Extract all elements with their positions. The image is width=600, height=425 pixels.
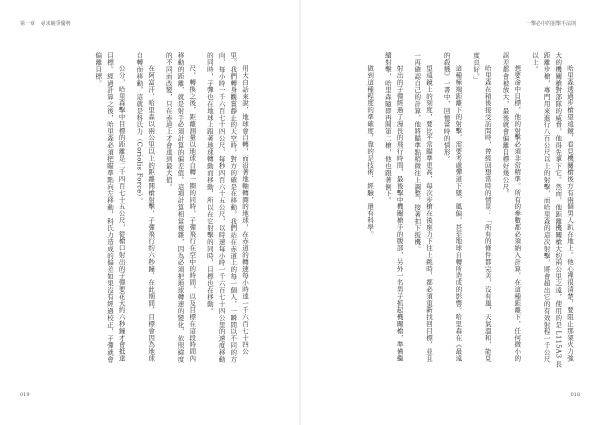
left-page-body — [32, 52, 250, 368]
paragraph: 這種極端距離下的射擊，需要考慮彈道下墜、風偏，甚至地球自轉所造成的影響。哈里森在《最遠的殺戮》一書中，回憶當時的情形。 — [442, 52, 463, 362]
paragraph: 尺，轉換之後，距離測量以地球自轉一圈的同時，子彈飛行在空中的時間，以及目標在這段時間內移動的距離，就是射手必須計算的偏差值。這項計算相當複雜，因為必須把地球轉速的變化，依照緯度的不同而改變，只在赤道上才會達到最大值。 — [164, 52, 197, 363]
chapter-label: 第一章 — [20, 21, 36, 27]
page-number-left: 019 — [20, 392, 30, 398]
paragraph: 做到這種程度的準確度，靠的是技術、經驗，還有科學。 — [366, 65, 375, 238]
paragraph: 哈里森在稍後接受訪問時，曾經回想當時的情景：「所有的條件都完美，沒有風，天氣溫和，能見度良好。」 — [472, 52, 492, 362]
page-number-right: 018 — [570, 392, 580, 398]
book-title: 一擊必中的狙擊手法則 — [525, 21, 576, 27]
running-header-left — [20, 20, 75, 27]
paragraph: 想要命中目標，他的射擊必須非常精準。所有的參數都必須納入計算，在這種距離下，任何微小的誤差都會被放大，最後就會偏離目標好幾公尺。 — [501, 52, 522, 362]
running-header-right — [526, 20, 580, 27]
paragraph: 射出的子彈經過了漫長的飛行時間，最後擊中機關槍手的腹部，另外一名男子抓起機關槍，準備繼續射擊，哈里森隨即再開第二槍，他也跟著倒下。 — [383, 52, 404, 362]
paragraph: 哈里森透過步槍望遠鏡，看見機關槍後方有兩個男人趴在地上。他心裡很清楚，要阻止那架火力強大的機關槍對部隊的威脅，他得先拿下它。然而，他距離機關槍大約兩公里之遠，使用的是 L115A3 長距離步槍，專門用來進行八百公尺以上的射擊，而哈里森的這次射擊，將會超出它的有效射程一千公尺以上。 — [530, 52, 574, 368]
paragraph: 公分，哈里森擊中目標的距離是二千四百七十五公尺，從槍口射出的子彈要花大約六秒鐘才會抵達目標。經過計算之後，哈里森必須把瞄準點向左移動，科氏力造成的偏差如果沒有經過校正，子彈就會偏離目標。 — [94, 52, 126, 363]
chapter-title: 尋求競爭優勢 — [40, 21, 71, 27]
paragraph: 用大白話來說，地球會自轉，而沿著地軸轉圈的地球，在赤道的轉速每小時達一千六百七十四公里。我們轉身觀賞靜止的天空時，對方的確是在移動，我們站在赤道上的每一個人，一瞬間以不同的方向，每小時一千六百七十四公尺、每秒四百六十五公尺，以時速每小時一千六百七十四公里的速度移動的同時，子彈也在地球上跟著地球轉動而移動，所以在它射擊的同時，目標也在移動。 — [205, 52, 249, 363]
right-page-body — [330, 52, 575, 368]
paragraph: 望遠鏡上的刻度，要比平常瞄準更高，每次步槍在後座力下往上跳時，都必須重新找回目標，並且一再確認自己的計算，他將瞄準點稍微往上調整，接著扣下扳機。 — [413, 52, 433, 362]
right-page — [300, 0, 600, 425]
paragraph: 在阿富汗，哈里森以兩公里以上的距離開槍射擊，子彈飛行約六秒鐘，在此期間，目標會因為地球自轉而移動，這就是科氏力（Coriolis Force）。 — [135, 52, 156, 362]
